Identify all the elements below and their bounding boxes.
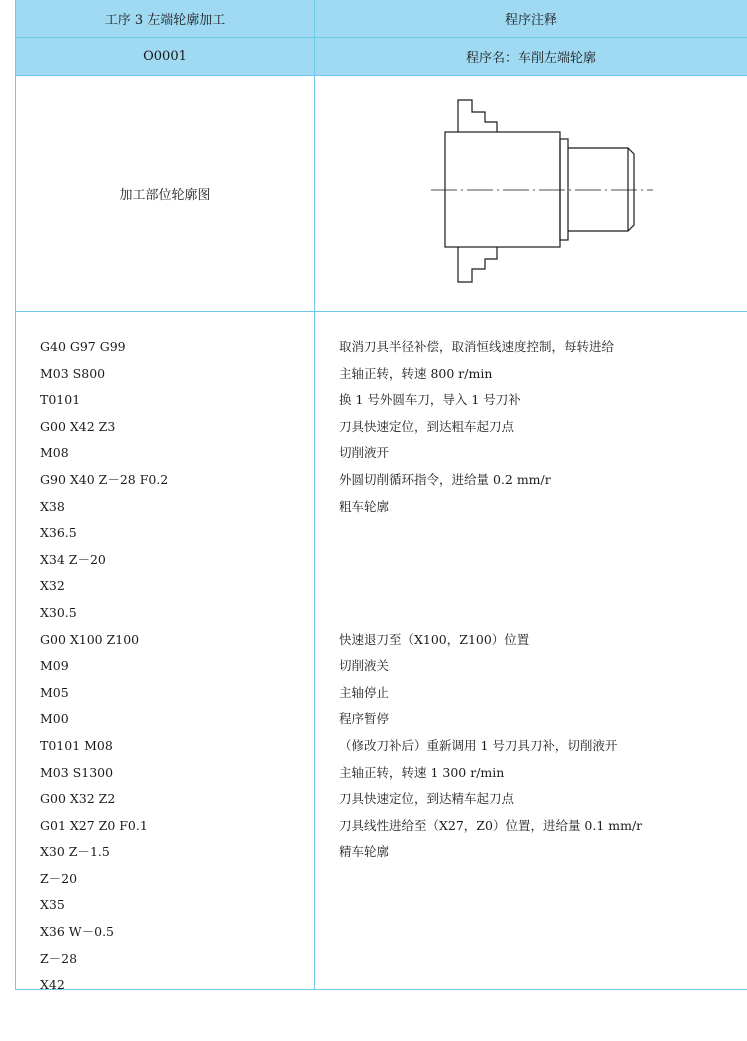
comment-line xyxy=(339,600,642,627)
comment-line: 刀具线性进给至（X27，Z0）位置，进给量 0.1 mm/r xyxy=(339,817,643,833)
code-line: X34 Z－20 xyxy=(40,551,106,567)
comment-line xyxy=(339,573,642,600)
comment-line xyxy=(339,547,642,574)
comment-line: 刀具快速定位，到达精车起刀点 xyxy=(339,791,515,807)
comment-line: 快速退刀至（X100，Z100）位置 xyxy=(339,631,530,647)
comment-line: 外圆切削循环指令，进给量 0.2 mm/r xyxy=(339,471,551,487)
code-line: X32 xyxy=(40,578,65,594)
code-line: G01 X27 Z0 F0.1 xyxy=(40,817,148,833)
code-line: X38 xyxy=(40,498,65,514)
comment-line: 换 1 号外圆车刀，导入 1 号刀补 xyxy=(339,392,521,408)
comment-line: 主轴正转，转速 800 r/min xyxy=(339,365,493,381)
comment-line: 主轴停止 xyxy=(339,684,390,700)
code-line: M08 xyxy=(40,445,69,461)
program-table xyxy=(15,0,747,993)
code-line: T0101 xyxy=(40,392,81,408)
code-column xyxy=(40,334,168,999)
code-line: X42 xyxy=(40,977,65,993)
code-line: X36.5 xyxy=(40,525,77,541)
comment-line: 刀具快速定位，到达粗车起刀点 xyxy=(339,418,515,434)
comment-line xyxy=(339,919,642,946)
code-line: X30 Z－1.5 xyxy=(40,844,110,860)
part-profile-drawing xyxy=(428,92,658,292)
comment-line: 主轴正转，转速 1 300 r/min xyxy=(339,764,505,780)
comment-line xyxy=(339,866,642,893)
code-line: G90 X40 Z－28 F0.2 xyxy=(40,471,169,487)
comment-line: 切削液关 xyxy=(339,658,390,674)
header-comment-title: 程序注释 xyxy=(504,13,557,28)
comment-line xyxy=(339,520,642,547)
code-line: M00 xyxy=(40,711,69,727)
figure-label: 加工部位轮廓图 xyxy=(119,188,211,203)
code-line: G00 X42 Z3 xyxy=(40,418,116,434)
code-line: G40 G97 G99 xyxy=(40,339,126,354)
code-line: X35 xyxy=(40,897,65,913)
comment-line: 精车轮廓 xyxy=(339,844,390,860)
comment-line xyxy=(339,946,642,973)
code-line: T0101 M08 xyxy=(40,737,113,753)
row-divider xyxy=(16,311,747,312)
code-line: M05 xyxy=(40,684,69,700)
comment-column xyxy=(339,334,642,999)
code-line: Z－28 xyxy=(40,950,78,966)
comment-line: 切削液开 xyxy=(339,445,390,461)
column-divider xyxy=(314,0,315,989)
chuck-jaws xyxy=(458,100,497,282)
comment-line xyxy=(339,972,642,999)
workpiece-outline xyxy=(445,132,634,247)
comment-line xyxy=(339,892,642,919)
code-line: G00 X32 Z2 xyxy=(40,791,116,807)
code-line: G00 X100 Z100 xyxy=(40,631,140,647)
program-name: 程序名：车削左端轮廓 xyxy=(465,51,596,66)
code-line: X30.5 xyxy=(40,604,77,620)
comment-line: 程序暂停 xyxy=(339,711,390,727)
code-line: M09 xyxy=(40,658,69,674)
code-line: X36 W－0.5 xyxy=(40,924,115,940)
comment-line: 取消刀具半径补偿，取消恒线速度控制，每转进给 xyxy=(339,339,615,354)
code-line: M03 S1300 xyxy=(40,764,114,780)
program-number: O0001 xyxy=(143,49,187,64)
comment-line: （修改刀补后）重新调用 1 号刀具刀补，切削液开 xyxy=(339,737,618,753)
code-line: Z－20 xyxy=(40,870,78,886)
comment-line: 粗车轮廓 xyxy=(339,498,390,514)
header-step-title: 工序 3 左端轮廓加工 xyxy=(104,13,226,28)
code-line: M03 S800 xyxy=(40,365,106,381)
